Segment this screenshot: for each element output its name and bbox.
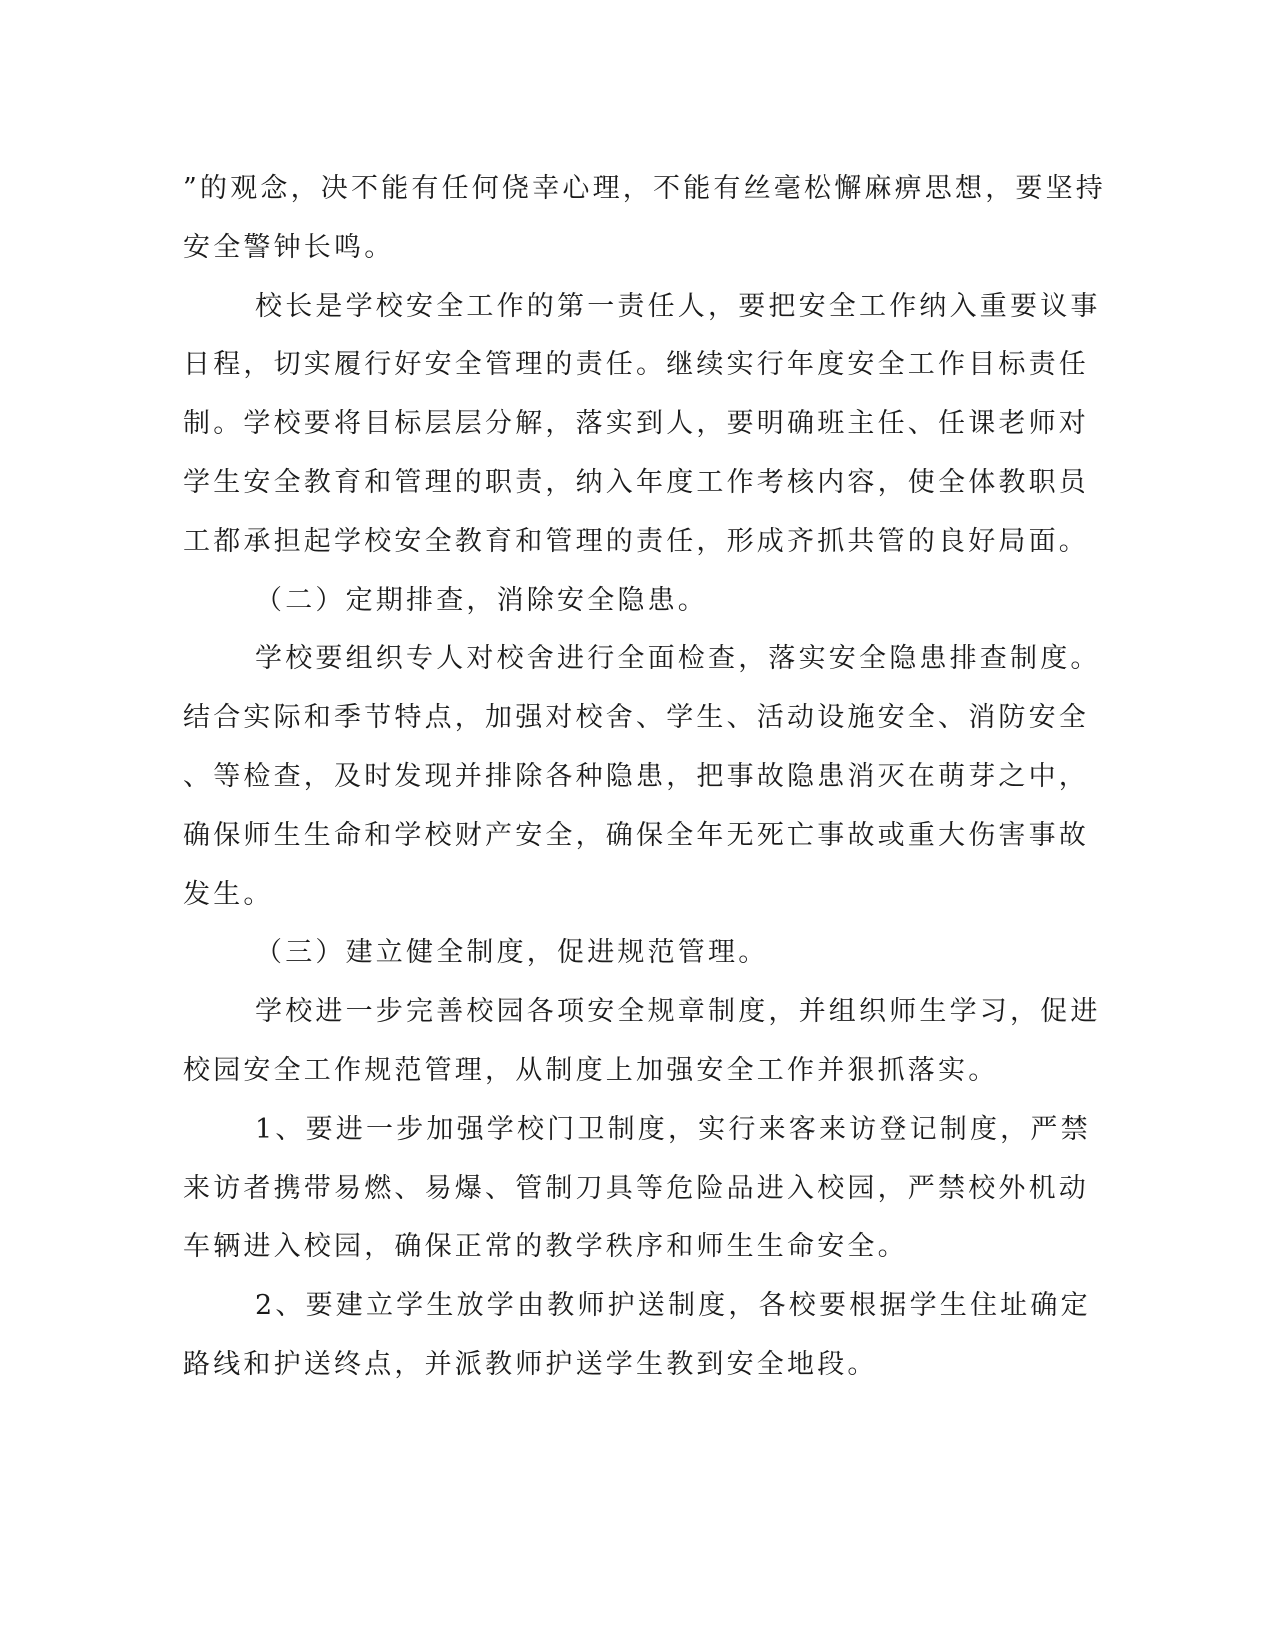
text-line: 日程，切实履行好安全管理的责任。继续实行年度安全工作目标责任 [183,349,1089,381]
text-line: 校长是学校安全工作的第一责任人，要把安全工作纳入重要议事 [255,290,1101,322]
text-line: 、等检查，及时发现并排除各种隐患，把事故隐患消灭在萌芽之中， [183,760,1089,792]
text-line: 学生安全教育和管理的职责，纳入年度工作考核内容，使全体教职员 [183,466,1089,498]
body-text [183,160,1107,1395]
text-line: 安全警钟长鸣。 [183,231,395,263]
text-line: 校园安全工作规范管理，从制度上加强安全工作并狠抓落实。 [183,1054,999,1086]
text-line: 学校进一步完善校园各项安全规章制度，并组织师生学习，促进 [255,996,1101,1028]
text-line: ”的观念，决不能有任何侥幸心理，不能有丝毫松懈麻痹思想，要坚持 [183,173,1107,204]
text-line: 确保师生生命和学校财产安全，确保全年无死亡事故或重大伤害事故 [183,819,1089,851]
section-heading: （三）建立健全制度，促进规范管理。 [255,937,769,969]
text-line: 来访者携带易燃、易爆、管制刀具等危险品进入校园，严禁校外机动 [183,1172,1089,1204]
text-line: 制。学校要将目标层层分解，落实到人，要明确班主任、任课老师对 [183,408,1089,440]
text-line: 结合实际和季节特点，加强对校舍、学生、活动设施安全、消防安全 [183,702,1089,734]
text-line: 路线和护送终点，并派教师护送学生教到安全地段。 [183,1348,878,1380]
section-heading: （二）定期排查，消除安全隐患。 [255,584,708,616]
text-line: 工都承担起学校安全教育和管理的责任，形成齐抓共管的良好局面。 [183,525,1089,557]
list-item: 2、要建立学生放学由教师护送制度，各校要根据学生住址确定 [255,1290,1091,1322]
list-item: 1、要进一步加强学校门卫制度，实行来客来访登记制度，严禁 [255,1113,1091,1145]
text-line: 发生。 [183,878,274,910]
text-line: 学校要组织专人对校舍进行全面检查，落实安全隐患排查制度。 [255,643,1101,675]
text-line: 车辆进入校园，确保正常的教学秩序和师生生命安全。 [183,1231,908,1263]
